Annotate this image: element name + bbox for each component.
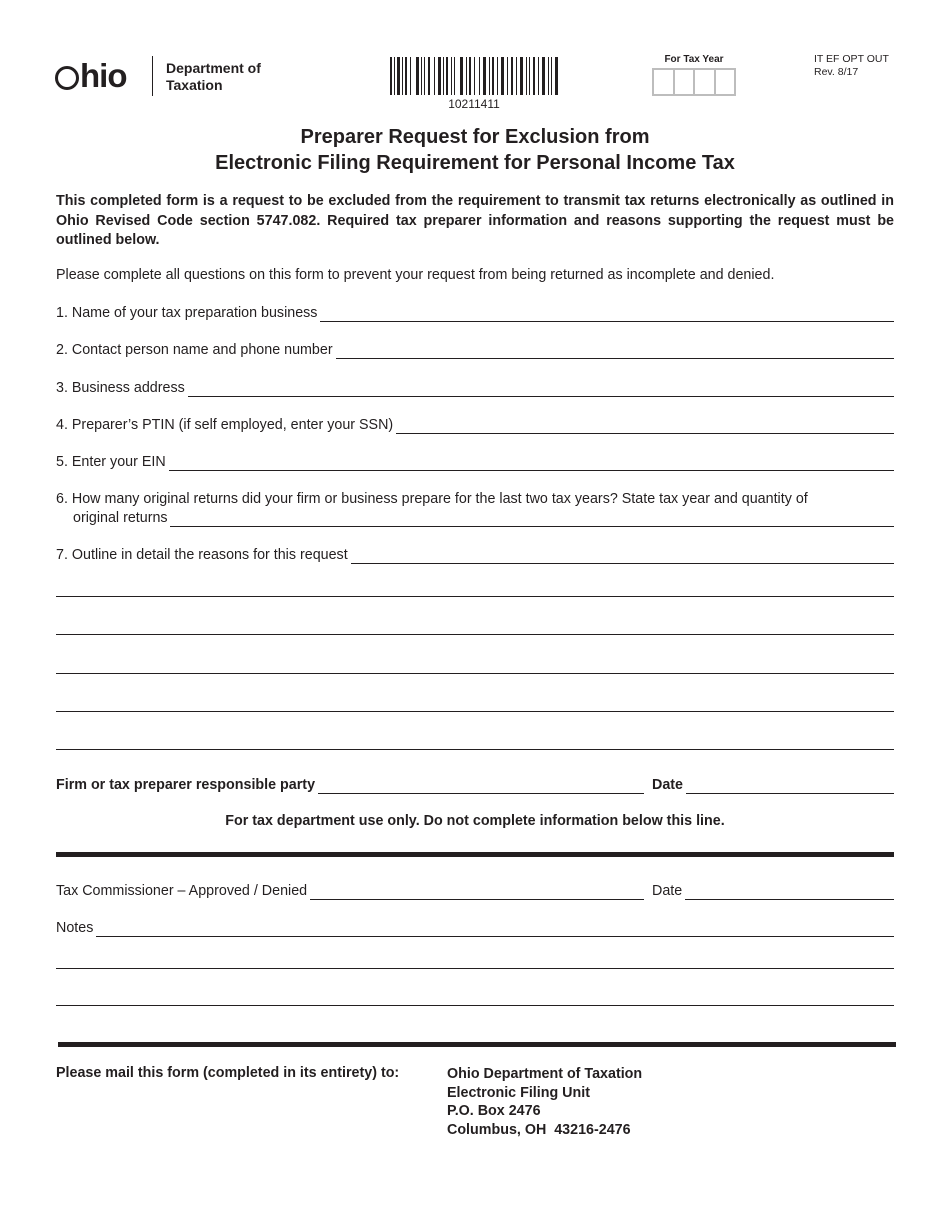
signature-date-label: Date	[652, 777, 683, 793]
ptin-field[interactable]	[396, 419, 894, 434]
form-title-line-2: Electronic Filing Requirement for Personal Income Tax	[215, 152, 735, 174]
form-id	[814, 53, 889, 79]
mailing-address-line: P.O. Box 2476	[447, 1103, 541, 1120]
commissioner-date	[652, 882, 894, 900]
responsible-party-label: Firm or tax preparer responsible party	[56, 777, 316, 793]
business-address-field[interactable]	[188, 382, 894, 397]
department-line-1: Department of	[166, 60, 261, 76]
question-6-label: 6. How many original returns did your firm or business prepare for the last two tax years? State tax year and quantity of	[56, 491, 808, 507]
department-name	[166, 60, 261, 94]
question-6-label-continued: original returns	[73, 510, 168, 526]
ohio-logo-o-icon	[55, 66, 79, 90]
form-revision: Rev. 8/17	[814, 66, 859, 78]
department-line-2: Taxation	[166, 77, 223, 93]
commissioner-field[interactable]	[310, 885, 644, 900]
question-1	[56, 304, 894, 322]
business-name-field[interactable]	[320, 307, 894, 322]
question-4-label: 4. Preparer’s PTIN (if self employed, enter your SSN)	[56, 417, 394, 433]
reasons-field[interactable]	[351, 549, 894, 564]
commissioner-decision	[56, 882, 644, 900]
question-7	[56, 546, 894, 564]
responsible-party-field[interactable]	[318, 779, 644, 794]
question-2	[56, 341, 894, 359]
instruction-text: Please complete all questions on this form to prevent your request from being returned as incomplete and denied.	[56, 267, 775, 283]
form-code: IT EF OPT OUT	[814, 53, 889, 65]
barcode-icon	[390, 57, 558, 95]
mailing-address	[447, 1065, 642, 1140]
question-4	[56, 416, 894, 434]
question-6	[73, 509, 894, 527]
tax-year-input[interactable]	[652, 68, 736, 96]
notes-line[interactable]	[56, 968, 894, 969]
question-3-label: 3. Business address	[56, 380, 185, 396]
question-2-label: 2. Contact person name and phone number	[56, 342, 333, 358]
question-1-label: 1. Name of your tax preparation business	[56, 305, 318, 321]
reasons-line[interactable]	[56, 596, 894, 597]
mailing-address-line: Electronic Filing Unit	[447, 1084, 590, 1101]
department-use-notice: For tax department use only. Do not complete information below this line.	[225, 813, 725, 829]
intro-paragraph: This completed form is a request to be excluded from the requirement to transmit tax returns electronically as outlined in Ohio Revised Code section 5747.082. Required tax preparer information and reasons supporting the request must be outlined below.	[56, 193, 894, 248]
question-3	[56, 379, 894, 397]
question-5-label: 5. Enter your EIN	[56, 454, 166, 470]
notes-label: Notes	[56, 920, 94, 936]
ein-field[interactable]	[169, 456, 894, 471]
reasons-line[interactable]	[56, 673, 894, 674]
barcode-number: 10211411	[448, 97, 500, 111]
tax-year-digit-box[interactable]	[716, 70, 735, 94]
question-5	[56, 453, 894, 471]
commissioner-date-field[interactable]	[685, 885, 894, 900]
tax-year-digit-box[interactable]	[675, 70, 696, 94]
tax-year-digit-box[interactable]	[654, 70, 675, 94]
mailing-address-line: Columbus, OH 43216-2476	[447, 1122, 631, 1139]
reasons-line[interactable]	[56, 634, 894, 635]
tax-year-label: For Tax Year	[664, 54, 724, 65]
ohio-logo-text: hio	[80, 57, 127, 94]
mailing-address-line: Ohio Department of Taxation	[447, 1066, 643, 1082]
section-divider	[58, 1042, 896, 1047]
notes-line[interactable]	[56, 1005, 894, 1006]
contact-field[interactable]	[336, 344, 894, 359]
logo-divider	[152, 56, 153, 96]
notes	[56, 919, 894, 937]
tax-year-digit-box[interactable]	[695, 70, 716, 94]
notes-field[interactable]	[96, 922, 894, 937]
form-title-line-1: Preparer Request for Exclusion from	[300, 126, 650, 148]
commissioner-date-label: Date	[652, 883, 683, 899]
signature-date-field[interactable]	[686, 779, 894, 794]
reasons-line[interactable]	[56, 711, 894, 712]
responsible-party	[56, 776, 644, 794]
section-divider	[56, 852, 894, 857]
question-7-label: 7. Outline in detail the reasons for this request	[56, 547, 348, 563]
reasons-line[interactable]	[56, 749, 894, 750]
ohio-logo	[55, 56, 126, 96]
commissioner-label: Tax Commissioner – Approved / Denied	[56, 883, 308, 899]
mailing-instruction: Please mail this form (completed in its entirety) to:	[56, 1065, 400, 1081]
original-returns-field[interactable]	[170, 512, 894, 527]
signature-date	[652, 776, 894, 794]
